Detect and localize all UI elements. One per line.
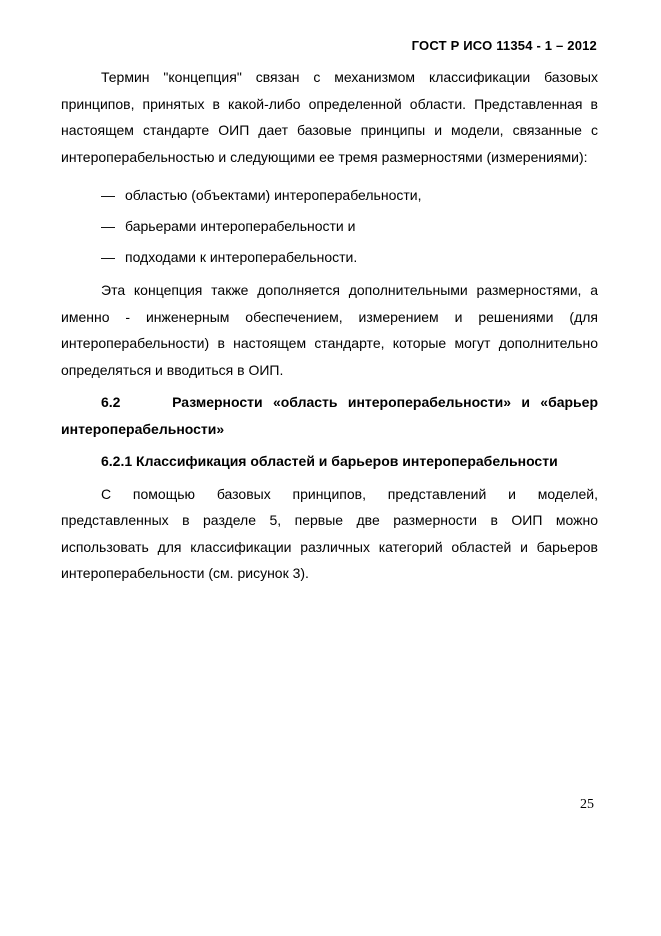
section-number: 6.2 — [101, 394, 121, 410]
list-item — [61, 242, 598, 273]
section-heading — [61, 389, 598, 442]
list-dash: — — [101, 249, 115, 265]
list-dash: — — [101, 187, 115, 203]
list-item-text: областью (объектами) интероперабельности, — [125, 187, 422, 203]
dimensions-list — [61, 180, 598, 273]
subsection-heading — [61, 448, 598, 475]
list-item — [61, 180, 598, 211]
paragraph-classification: С помощью базовых принципов, представлений и моделей, представленных в разделе 5, первые две размерности в ОИП можно использовать для классификации различных категорий областей и барьеров интероперабельности (см. рисунок 3). — [61, 485, 598, 581]
paragraph-concept-extension: Эта концепция также дополняется дополнительными размерностями, а именно - инженерным обеспечением, измерением и решениями (для интероперабельности) в настоящем стандарте, которые могут дополнительно определяться и вводиться в ОИП. — [61, 282, 598, 378]
paragraph-intro: Термин "концепция" связан с механизмом классификации базовых принципов, принятых в какой-либо определенной области. Представленная в настоящем стандарте ОИП дает базовые принципы и модели, связанные с интероперабельностью и следующими ее тремя размерностями (измерениями): — [61, 69, 598, 165]
list-item — [61, 211, 598, 242]
body-text — [61, 64, 598, 587]
subsection-number: 6.2.1 — [101, 453, 133, 469]
list-item-text: барьерами интероперабельности и — [125, 218, 356, 234]
page-number: 25 — [580, 797, 594, 812]
list-dash: — — [101, 218, 115, 234]
section-title: Размерности «область интероперабельности» и «барьер интероперабельности» — [61, 394, 598, 437]
subsection-title: Классификация областей и барьеров интероперабельности — [136, 453, 558, 469]
standard-header: ГОСТ Р ИСО 11354 - 1 – 2012 — [411, 38, 597, 53]
list-item-text: подходами к интероперабельности. — [125, 249, 358, 265]
